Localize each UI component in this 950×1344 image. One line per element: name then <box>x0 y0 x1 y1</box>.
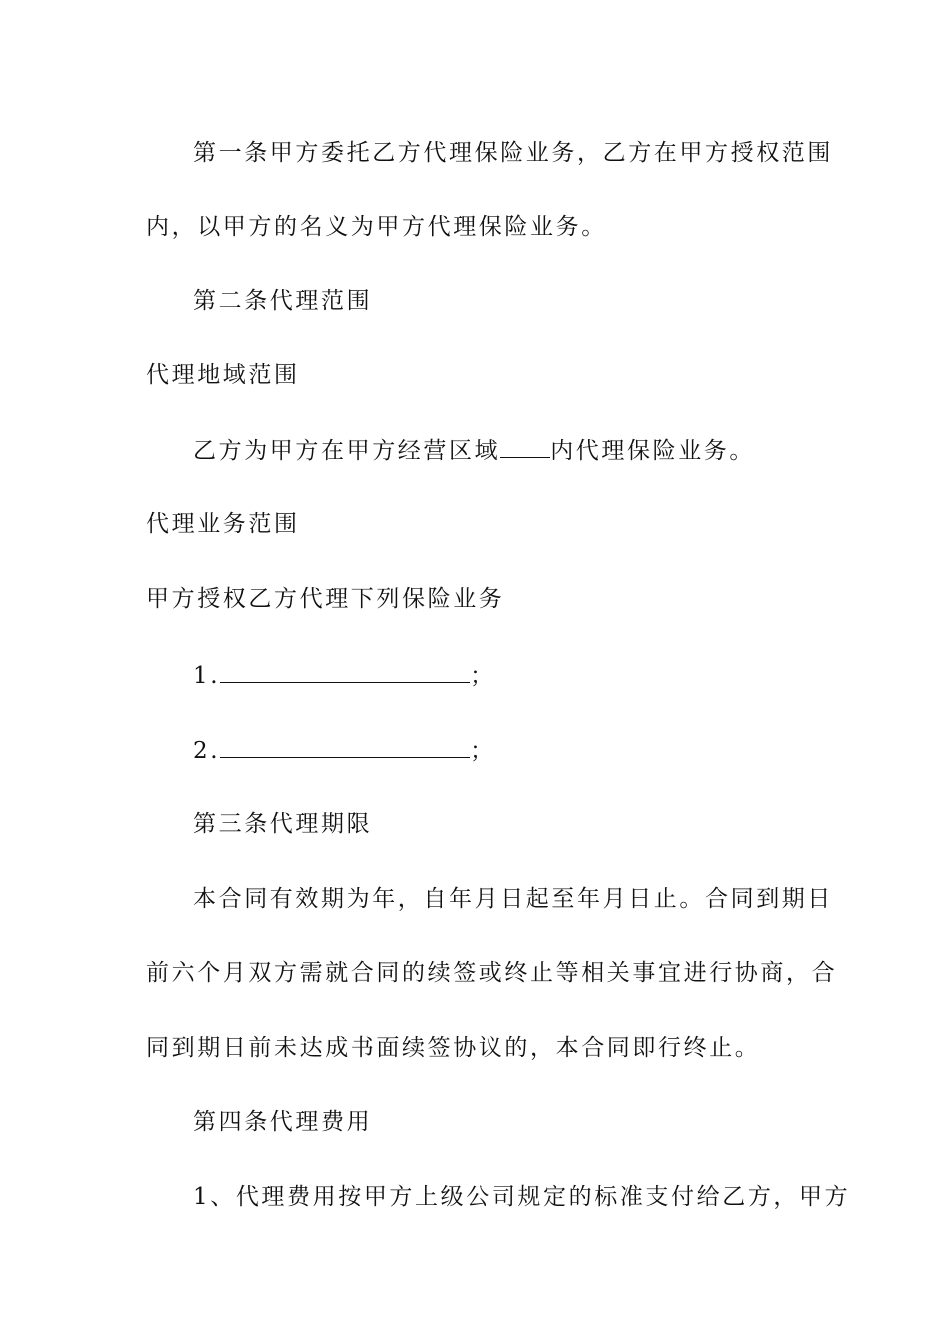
region-text <box>193 435 755 466</box>
region-blank[interactable] <box>500 435 550 458</box>
article4-line1: 1、代理费用按甲方上级公司规定的标准支付给乙方，甲方 <box>193 1184 851 1210</box>
region-text-after: 内代理保险业务。 <box>550 438 756 464</box>
article4-heading: 第四条代理费用 <box>193 1109 373 1135</box>
region-text-before: 乙方为甲方在甲方经营区域 <box>193 438 501 464</box>
article3-heading: 第三条代理期限 <box>193 811 373 837</box>
article2-heading: 第二条代理范围 <box>193 288 373 314</box>
business-intro: 甲方授权乙方代理下列保险业务 <box>146 586 505 612</box>
region-heading: 代理地域范围 <box>146 362 300 388</box>
list-item-number: 2. <box>193 738 221 764</box>
list-item-end: ； <box>470 738 496 764</box>
list-item-number: 1. <box>193 663 221 689</box>
list-item-blank[interactable] <box>220 735 470 758</box>
business-heading: 代理业务范围 <box>146 511 300 537</box>
article3-line2: 前六个月双方需就合同的续签或终止等相关事宜进行协商，合 <box>146 960 838 986</box>
article1-line1: 第一条甲方委托乙方代理保险业务，乙方在甲方授权范围 <box>193 140 833 166</box>
article3-line1: 本合同有效期为年，自年月日起至年月日止。合同到期日 <box>193 886 833 912</box>
list-item <box>193 735 496 766</box>
article3-line3: 同到期日前未达成书面续签协议的，本合同即行终止。 <box>146 1035 761 1061</box>
article1-line2: 内，以甲方的名义为甲方代理保险业务。 <box>146 214 607 240</box>
list-item-end: ； <box>470 663 496 689</box>
list-item-blank[interactable] <box>220 660 470 683</box>
list-item <box>193 660 496 691</box>
